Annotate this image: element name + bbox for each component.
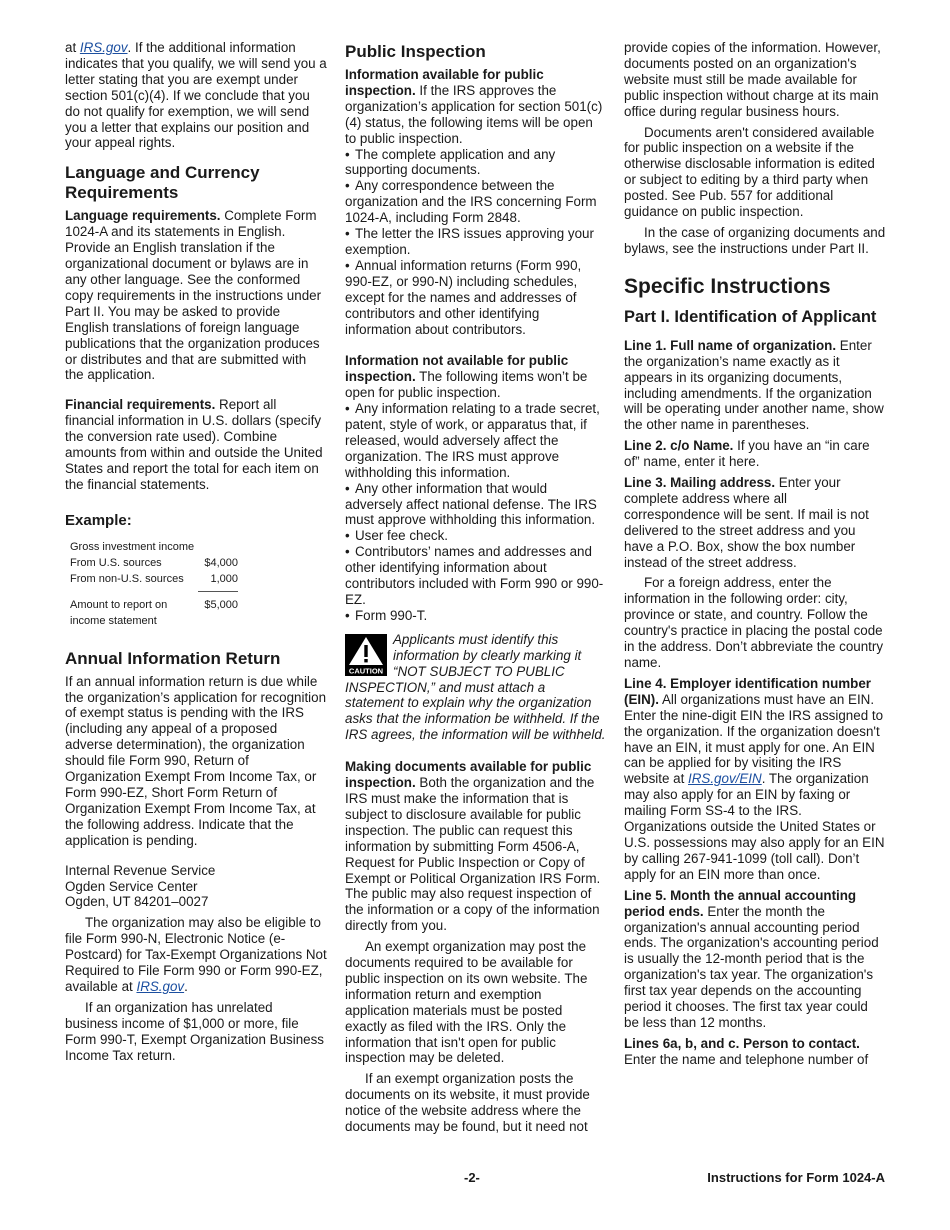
list-item: • Any information relating to a trade secret, patent, style of work, or apparatus that, if released, would adversely affect the organization. The IRS must approve withholding this information.: [345, 401, 600, 480]
list-item: • Any correspondence between the organization and the IRS concerning Form 1024-A, including Form 2848.: [345, 178, 597, 226]
caution-word: CAUTION: [348, 666, 384, 676]
foreign-address-paragraph: For a foreign address, enter the information in the following order: city, province or state, and country. Follow the country's practice in placing the postal code in the address. Don’t abbreviate the country name.: [624, 575, 884, 670]
making-available-paragraph: Making documents available for public inspection. Both the organization and the IRS must make the information that is subject to disclosure available for public inspection. The public can request this information by submitting Form 4506-A, Request for Public Inspection or Copy of Exempt or Political Organization IRS Form. The public may also request inspection of the information or a copy of the information directly from you.: [345, 759, 601, 934]
example-table: [70, 539, 238, 629]
address-line-2: Ogden Service Center: [65, 878, 198, 894]
non-us-sources-value: 1,000: [210, 572, 238, 585]
form-990n-paragraph: The organization may also be eligible to file Form 990-N, Electronic Notice (e-Postcard) for Tax-Exempt Organizations Not Required to File Form 990 or Form 990-EZ, available at IRS.gov.: [65, 915, 327, 994]
annual-return-paragraph: If an annual information return is due while the organization’s application for recognition of exempt status is pending with the IRS (including any appeal of a proposed adverse determination), the organization should file Form 990, Return of Organization Exempt From Income Tax, or Form 990-EZ, Short Form Return of Organization Exempt From Income Tax, at the following address. Indicate that the application is pending.: [65, 673, 327, 848]
continued-paragraph: provide copies of the information. However, documents posted on an organization's website must still be made available for public inspection without charge at its main office during regular business hours.: [624, 40, 881, 119]
language-currency-heading: Language and Currency Requirements: [65, 163, 260, 203]
caution-text: Applicants must identify this information by clearly marking it “NOT SUBJECT TO PUBLIC INSPECTION,” and must attach a statement to explain why the organization asks that the information be withheld. If the IRS agrees, the information will be withheld.: [345, 631, 606, 743]
list-item: • The letter the IRS issues approving your exemption.: [345, 226, 594, 257]
caution-note: [345, 632, 607, 743]
language-requirements-paragraph: Language requirements. Complete Form 1024-A and its statements in English. Provide an English translation if the organizational document or bylaws are in any other language. See the conformed copy requirements in the instructions under Part II. You may be asked to provide English translations of foreign language publications that the organization produces or distributes and that are submitted with the application.: [65, 208, 322, 383]
us-sources-label: From U.S. sources: [70, 556, 162, 569]
list-item: • Form 990-T.: [345, 607, 428, 623]
line-1-paragraph: Line 1. Full name of organization. Enter the organization’s name exactly as it appears in its organizing documents, including amendments. If the organization will be operating under another name, show the other name in parentheses.: [624, 337, 884, 433]
column-1: [65, 40, 327, 1069]
available-items-list: [345, 147, 607, 338]
list-item: • The complete application and any supporting documents.: [345, 146, 556, 178]
page-number: -2-: [464, 1170, 480, 1185]
organizing-documents-paragraph: In the case of organizing documents and bylaws, see the instructions under Part II.: [624, 224, 886, 256]
financial-requirements-paragraph: Financial requirements. Report all financial information in U.S. dollars (specify the conversion rate used). Combine amounts from within and outside the United States and report the total for each item on the financial statements.: [65, 397, 323, 492]
column-3: [624, 40, 886, 1073]
list-item: • Any other information that would adversely affect national defense. The IRS must approve withholding this information.: [345, 480, 597, 528]
list-item: • User fee check.: [345, 528, 449, 544]
amount-to-report-value: $5,000: [204, 598, 238, 611]
annual-information-return-heading: Annual Information Return: [65, 648, 281, 668]
intro-paragraph: at IRS.gov. If the additional information indicates that you qualify, we will send you a letter stating that you are exempt under section 501(c)(4). If we conclude that you do not qualify for exemption, we will send you a letter that explains our position and your appeal rights.: [65, 40, 327, 151]
line-6-paragraph: Lines 6a, b, and c. Person to contact. Enter the name and telephone number of: [624, 1035, 869, 1067]
list-item: • Annual information returns (Form 990, 990-EZ, or 990-N) including schedules, except for the names and addresses of contributors and other identifying information about contributors.: [345, 257, 582, 337]
line-4-paragraph: Line 4. Employer identification number (EIN). All organizations must have an EIN. Enter the nine-digit EIN the IRS assigned to the organization. If the organization doesn't have an EIN, it must apply for one. An EIN can be applied for by visiting the IRS website at IRS.gov/EIN. The organization may also apply for an EIN by faxing or mailing Form SS-4 to the IRS. Organizations outside the United States or U.S. possessions may also apply for an EIN by calling 267-941-1099 (toll call). Don’t apply for an EIN more than once.: [624, 675, 885, 882]
website-notice-paragraph: If an exempt organization posts the documents on its website, it must provide notice of the website address where the documents may be found, but it need not: [345, 1071, 590, 1135]
specific-instructions-heading: Specific Instructions: [624, 274, 831, 298]
footer-title: Instructions for Form 1024-A: [707, 1170, 885, 1185]
not-available-items-list: [345, 401, 607, 624]
line-2-paragraph: Line 2. c/o Name. If you have an “in care of” name, enter it here.: [624, 438, 870, 470]
address-line-1: Internal Revenue Service: [65, 862, 216, 878]
sum-rule: [198, 591, 238, 592]
us-sources-value: $4,000: [204, 556, 238, 569]
irs-gov-ein-link[interactable]: IRS.gov/EIN: [688, 771, 762, 787]
line-3-paragraph: Line 3. Mailing address. Enter your complete address where all correspondence will be sent. If mail is not delivered to the street address and you have a P.O. Box, show the box number instead of the street address.: [624, 475, 869, 570]
not-considered-paragraph: Documents aren't considered available for public inspection on a website if the otherwise disclosable information is edited or subject to editing by a third party when posted. See Pub. 557 for additional guidance on public inspection.: [624, 124, 875, 220]
unrelated-business-income-paragraph: If an organization has unrelated business income of $1,000 or more, file Form 990-T, Exempt Organization Business Income Tax return.: [65, 999, 324, 1063]
part-1-heading: Part I. Identification of Applicant: [624, 307, 877, 326]
available-paragraph: Information available for public inspection. If the IRS approves the organization’s application for section 501(c)(4) status, the following items will be open to public inspection.: [345, 67, 603, 146]
public-inspection-heading: Public Inspection: [345, 42, 486, 61]
irs-gov-link-2[interactable]: IRS.gov: [136, 978, 185, 994]
website-post-paragraph: An exempt organization may post the documents required to be available for public inspection on its own website. The information return and exemption application materials must be posted exactly as filed with the IRS. Only the information that isn't open for public inspection may be deleted.: [345, 939, 588, 1066]
list-item: • Contributors’ names and addresses and other identifying information about contributors included with Form 990 or 990-EZ.: [345, 544, 604, 607]
non-us-sources-label: From non-U.S. sources: [70, 572, 184, 585]
example-label: Example:: [65, 511, 132, 529]
amount-to-report-label: Amount to report on income statement: [70, 598, 168, 627]
caution-icon: [345, 634, 387, 676]
address-line-3: Ogden, UT 84201–0027: [65, 894, 209, 910]
column-2: [345, 40, 607, 1140]
gross-investment-label: Gross investment income: [70, 540, 195, 553]
line-5-paragraph: Line 5. Month the annual accounting period ends. Enter the month the organization's annual accounting period ends. The organization's accounting period is usually the 12-month period that is the organization's tax year. The organization's first tax year depends on the accounting period it chooses. The first tax year could be less than 12 months.: [624, 887, 879, 1030]
not-available-paragraph: Information not available for public inspection. The following items won’t be open for public inspection.: [345, 353, 588, 401]
irs-gov-link[interactable]: IRS.gov: [79, 40, 128, 55]
